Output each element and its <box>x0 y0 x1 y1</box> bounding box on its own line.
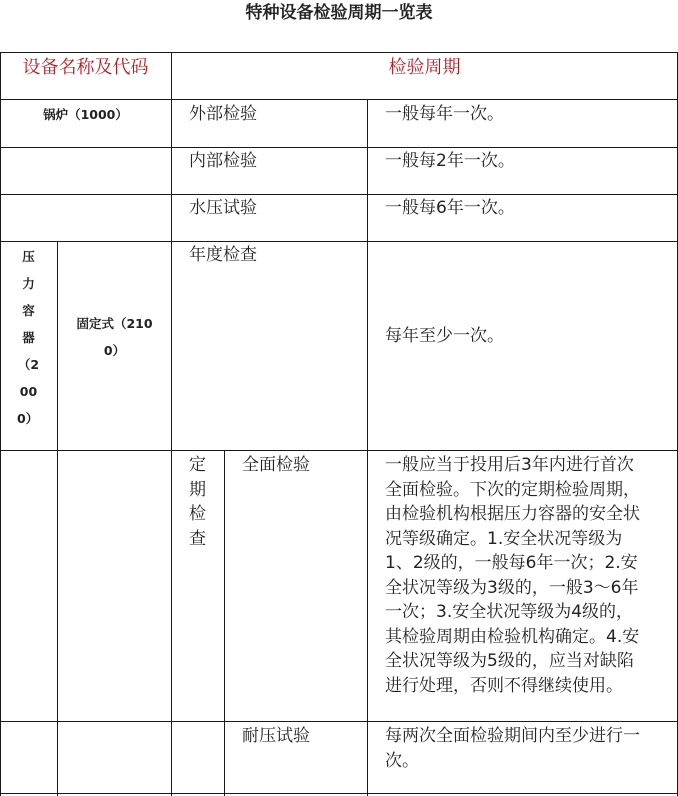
vessel-name-char: 压 <box>22 249 35 264</box>
vessel-name <box>0 243 57 432</box>
cycle-line: 其检验周期由检验机构确定。4.安 <box>385 626 640 647</box>
boiler-inspection-cycle: 一般每年一次。 <box>385 104 504 124</box>
vessel-annual-cycle: 每年至少一次。 <box>385 326 504 346</box>
vessel-name-char: 容 <box>22 303 35 318</box>
vessel-fixed-type <box>58 310 171 364</box>
vessel-name-char: （2 <box>17 357 40 372</box>
cycle-line: 每两次全面检验期间内至少进行一 <box>385 726 640 746</box>
rule <box>0 721 678 722</box>
rule <box>224 450 225 796</box>
cycle-line: 全面检验。下次的定期检验周期， <box>385 479 640 500</box>
rule <box>367 99 368 796</box>
periodic-inspection-char: 期 <box>189 479 206 500</box>
pressure-test-type: 耐压试验 <box>242 726 310 746</box>
vessel-name-char: 器 <box>22 330 35 345</box>
periodic-inspection-label <box>189 453 209 551</box>
boiler-inspection-cycle: 一般每6年一次。 <box>385 198 515 218</box>
periodic-inspection-char: 查 <box>189 528 206 549</box>
header-cycle: 检验周期 <box>388 57 461 78</box>
rule <box>0 52 678 53</box>
full-inspection-cycle <box>385 453 675 698</box>
header-device: 设备名称及代码 <box>22 57 149 78</box>
rule <box>0 99 678 100</box>
cycle-line: 一般应当于投用后3年内进行首次 <box>385 455 634 475</box>
cycle-line: 一次；3.安全状况等级为4级的， <box>385 602 634 622</box>
cycle-line: 况等级确定。1.安全状况等级为 <box>385 528 623 549</box>
cycle-line: 进行处理，否则不得继续使用。 <box>385 675 623 696</box>
full-inspection-type: 全面检验 <box>242 455 310 475</box>
cycle-line: 全状况等级为5级的，应当对缺陷 <box>385 651 634 671</box>
periodic-inspection-char: 定 <box>189 455 206 475</box>
vessel-name-char: 力 <box>22 276 35 291</box>
rule <box>0 450 678 451</box>
boiler-inspection-type: 水压试验 <box>189 198 257 218</box>
cycle-line: 次。 <box>385 750 419 771</box>
rule <box>171 52 172 796</box>
rule <box>0 241 678 242</box>
boiler-name: 锅炉（1000） <box>43 107 128 122</box>
document-title: 特种设备检验周期一览表 <box>245 3 433 23</box>
periodic-inspection-char: 检 <box>189 504 206 524</box>
boiler-inspection-type: 外部检验 <box>189 104 257 124</box>
vessel-name-char: 0） <box>17 411 39 426</box>
rule <box>0 147 678 148</box>
boiler-inspection-cycle: 一般每2年一次。 <box>385 151 515 171</box>
vessel-name-char: 00 <box>19 384 38 399</box>
vessel-annual-type: 年度检查 <box>189 245 257 265</box>
cycle-line: 全状况等级为3级的，一般3～6年 <box>385 577 639 598</box>
rule <box>0 194 678 195</box>
cycle-line: 1、2级的，一般每6年一次；2.安 <box>385 553 638 573</box>
pressure-test-cycle <box>385 724 675 773</box>
boiler-inspection-type: 内部检验 <box>189 151 257 171</box>
vessel-fixed-type-line: 0） <box>103 343 126 358</box>
cycle-line: 由检验机构根据压力容器的安全状 <box>385 504 640 524</box>
rule <box>0 793 678 794</box>
vessel-fixed-type-line: 固定式（210 <box>76 316 153 331</box>
